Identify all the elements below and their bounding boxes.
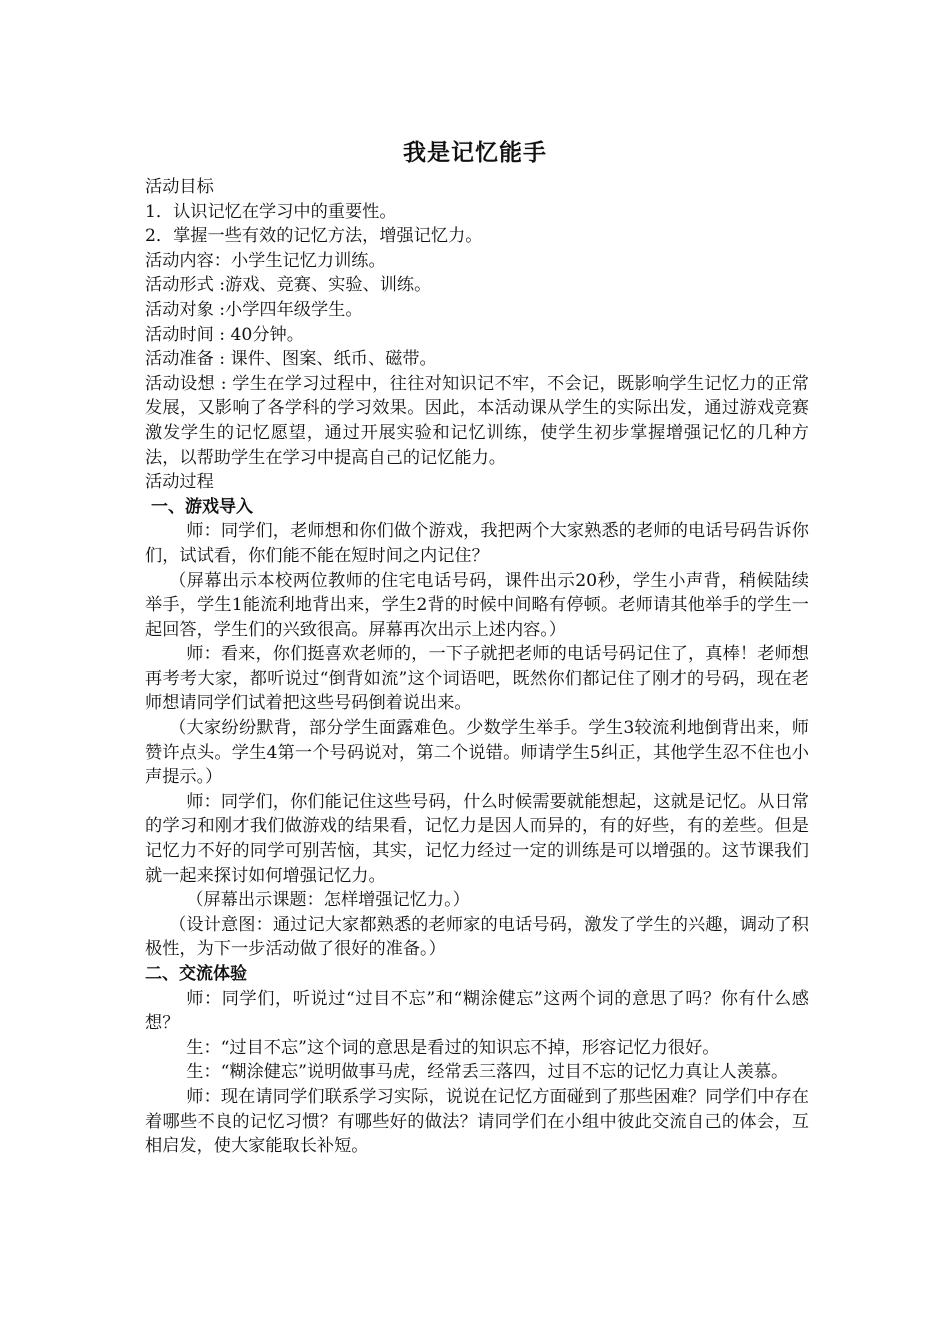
paragraph-3: 师：看来，你们挺喜欢老师的，一下子就把老师的电话号码记住了，真棒！老师想再考考大家，都听说过“倒背如流”这个词语吧，既然你们都记住了刚才的号码，现在老师想请同学们试着把这些号码倒着说出来。 [145, 644, 809, 714]
paragraph-10: 生：“糊涂健忘”说明做事马虎，经常丢三落四，过目不忘的记忆力真让人羡慕。 [186, 1062, 789, 1083]
goal-heading: 活动目标 [145, 177, 214, 197]
paragraph-4: （大家纷纷默背，部分学生面露难色。少数学生举手。学生3较流利地倒背出来，师赞许点头。学生4第一个号码说对，第二个说错。师请学生5纠正，其他学生忍不住也小声提示。） [145, 718, 809, 788]
paragraph-1: 师：同学们，老师想和你们做个游戏，我把两个大家熟悉的老师的电话号码告诉你们，试试看，你们能不能在短时间之内记住？ [145, 521, 809, 566]
activity-form: 活动形式 :游戏、竞赛、实验、训练。 [145, 275, 432, 296]
activity-preparation: 活动准备 : 课件、图案、纸币、磁带。 [145, 349, 437, 370]
paragraph-7: （设计意图：通过记大家都熟悉的老师家的电话号码，激发了学生的兴趣，调动了积极性，为下一步活动做了很好的准备。） [145, 914, 809, 960]
activity-content: 活动内容：小学生记忆力训练。 [145, 250, 386, 271]
activity-design: 活动设想 : 学生在学习过程中，往往对知识记不牢，不会记，既影响学生记忆力的正常发展，又影响了各学科的学习效果。因此，本活动课从学生的实际出发，通过游戏竞赛激发学生的记忆愿望，通过开展实验和记忆训练，使学生初步掌握增强记忆的几种方法，以帮助学生在学习中提高自己的记忆能力。 [145, 373, 809, 468]
document-title: 我是记忆能手 [403, 140, 547, 166]
goal-item-2: 2．掌握一些有效的记忆方法，增强记忆力。 [145, 226, 483, 247]
paragraph-6: （屏幕出示课题：怎样增强记忆力。） [186, 890, 470, 911]
paragraph-5: 师：同学们，你们能记住这些号码，什么时候需要就能想起，这就是记忆。从日常的学习和刚才我们做游戏的结果看，记忆力是因人而异的，有的好些，有的差些。但是记忆力不好的同学可别苦恼，其实，记忆力经过一定的训练是可以增强的。这节课我们就一起来探讨如何增强记忆力。 [145, 791, 809, 886]
paragraph-8: 师：同学们，听说过“过目不忘”和“糊涂健忘”这两个词的意思了吗？你有什么感想？ [145, 988, 809, 1034]
activity-target: 活动对象 :小学四年级学生。 [145, 299, 363, 320]
paragraph-2: （屏幕出示本校两位教师的住宅电话号码，课件出示20秒，学生小声背，稍候陆续举手，学生1能流利地背出来，学生2背的时候中间略有停顿。老师请其他举手的学生一起回答，学生们的兴致很高。屏幕再次出示上述内容。） [145, 570, 809, 640]
paragraph-9: 生：“过目不忘”这个词的意思是看过的知识忘不掉，形容记忆力很好。 [186, 1037, 720, 1058]
section-heading-2: 二、交流体验 [145, 964, 247, 984]
goal-item-1: 1．认识记忆在学习中的重要性。 [145, 201, 397, 222]
document-body [145, 175, 809, 1159]
activity-time: 活动时间 : 40分钟。 [145, 324, 304, 345]
section-heading-1: 一、游戏导入 [151, 496, 253, 517]
paragraph-11: 师：现在请同学们联系学习实际，说说在记忆方面碰到了那些困难？同学们中存在着哪些不良的记忆习惯？有哪些好的做法？请同学们在小组中彼此交流自己的体会，互相启发，使大家能取长补短。 [145, 1086, 809, 1157]
process-heading: 活动过程 [145, 472, 214, 493]
